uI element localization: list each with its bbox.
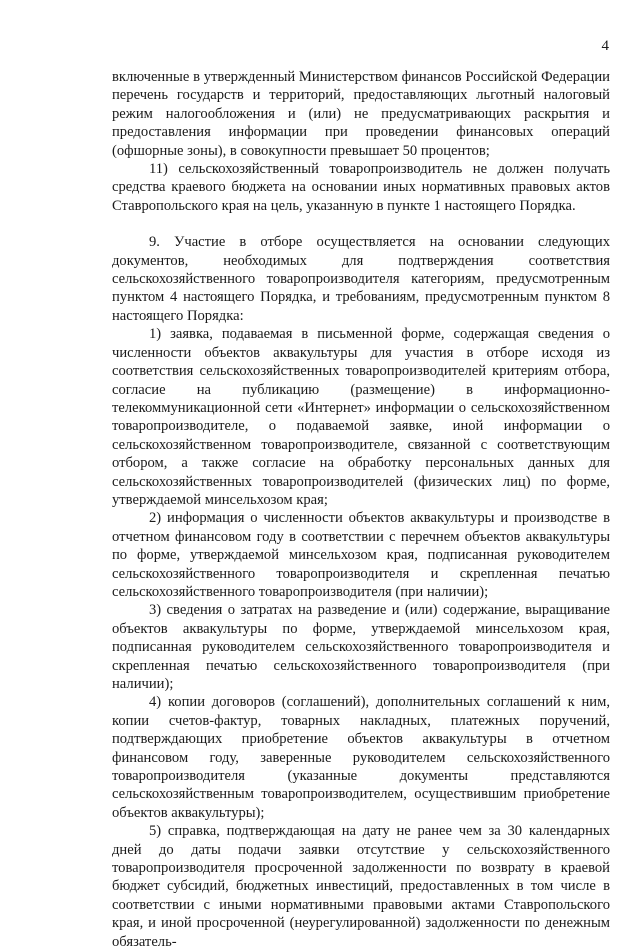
- paragraph-item-4: 4) копии договоров (соглашений), дополнительных соглашений к ним, копии счетов-фактур, товарных накладных, платежных поручений, подтверждающих приобретение объектов аквакультуры в отчетном финансовом году, заверенные руководителем сельскохозяйственного товаропроизводителя (указанные документы представляются сельскохозяйственным товаропроизводителем, осуществившим приобретение объектов аквакультуры);: [112, 694, 610, 821]
- paragraph-item-3: 3) сведения о затратах на разведение и (или) содержание, выращивание объектов аквакультуры по форме, утверждаемой минсельхозом края, подписанная руководителем сельскохозяйственного товаропроизводителя и скрепленная печатью сельскохозяйственного товаропроизводителя (при наличии);: [112, 602, 610, 692]
- paragraph-item-1: 1) заявка, подаваемая в письменной форме, содержащая сведения о численности объектов аквакультуры для участия в отборе исходя из соответствия сельскохозяйственных товаропроизводителей критериям отбора, согласие на публикацию (размещение) в информационно-телекоммуникационной сети «Интернет» информации о сельскохозяйственном товаропроизводителе, о подаваемой заявке, иной информации о сельскохозяйственном товаропроизводителе, связанной с соответствующим отбором, а также согласие на обработку персональных данных для сельскохозяйственных товаропроизводителей (физических лиц) по форме, утверждаемой минсельхозом края;: [112, 326, 610, 508]
- paragraph-item-5: 5) справка, подтверждающая на дату не ранее чем за 30 календарных дней до даты подачи заявки отсутствие у сельскохозяйственного товаропроизводителя просроченной задолженности по возврату в краевой бюджет субсидий, бюджетных инвестиций, предоставленных в том числе в соответствии с иными нормативными правовыми актами Ставропольского края, и иной просроченной (неурегулированной) задолженности по денежным обязатель-: [112, 823, 610, 950]
- paragraph-continuation: включенные в утвержденный Министерством финансов Российской Федерации перечень государств и территорий, предоставляющих льготный налоговый режим налогообложения и (или) не предусматривающих раскрытия и предоставления информации при проведении финансовых операций (офшорные зоны), в совокупности превышает 50 процентов;: [112, 69, 610, 159]
- paragraph-item-2: 2) информация о численности объектов аквакультуры и производстве в отчетном финансовом году в соответствии с перечнем объектов аквакультуры по форме, утверждаемой минсельхозом края, подписанная руководителем сельскохозяйственного товаропроизводителя и скрепленная печатью сельскохозяйственного товаропроизводителя (при наличии);: [112, 510, 610, 600]
- page-number: 4: [601, 38, 609, 54]
- paragraph-section-9: 9. Участие в отборе осуществляется на основании следующих документов, необходимых для подтверждения соответствия сельскохозяйственного товаропроизводителя категориям, предусмотренным пунктом 4 настоящего Порядка, и требованиям, предусмотренным пунктом 8 настоящего Порядка:: [112, 234, 610, 324]
- paragraph-item-11: 11) сельскохозяйственный товаропроизводитель не должен получать средства краевого бюджета на основании иных нормативных правовых актов Ставропольского края на цель, указанную в пункте 1 настоящего Порядка.: [112, 161, 610, 214]
- document-body: [112, 68, 610, 951]
